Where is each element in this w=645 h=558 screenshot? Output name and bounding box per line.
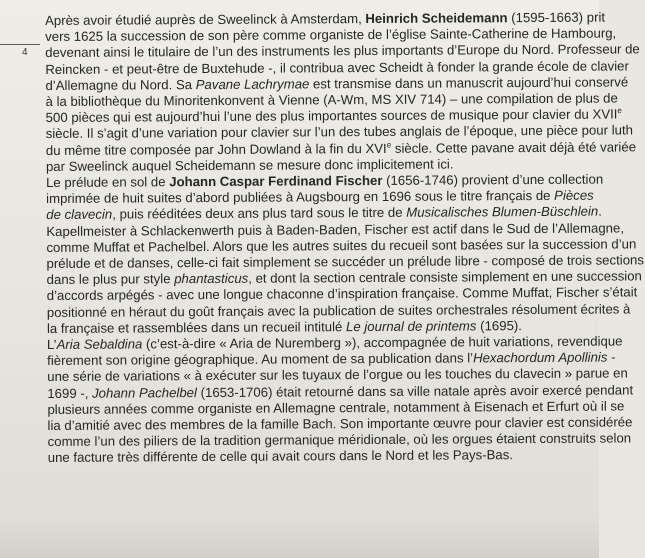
text-segment: siècle. Il s’agit d’une variation pour clavier sur l’un des tubes anglais de l’époque, une pièce pour luth [45, 122, 633, 142]
text-segment: L’ [46, 336, 57, 353]
page-number: 4 [22, 47, 28, 58]
text-segment: 1699 -, [47, 385, 93, 401]
page-number-rule [0, 44, 40, 45]
text-segment: imprimée de huit suites d’abord publiées à Augsbourg en 1696 sous le titre français de [46, 188, 555, 207]
text-segment: (1695). [476, 317, 522, 334]
text-segment: Reincken - et peut-être de Buxtehude -, il contribua avec Scheidt à fonder la grande école de clavier [45, 58, 629, 77]
text-segment: siècle. Cette pavane avait déjà été variée [391, 139, 637, 156]
text-segment: (c’est-à-dire « Aria de Nuremberg »), accompagnée de huit variations, revendique [142, 333, 623, 352]
composer-name: Johann Caspar Ferdinand Fischer [169, 172, 383, 190]
text-segment: Kapellmeister à Schlackenwerth puis à Baden-Baden, Fischer est actif dans le Sud de l’Allemagne, [46, 220, 625, 239]
text-segment: comme Muffat et Pachelbel. Alors que les autres suites du recueil sont basées sur la succession d’un [46, 236, 637, 255]
text-segment: devenant ainsi le titulaire de l’un des instruments les plus importants d’Europe du Nord. Professeur de [45, 41, 640, 61]
text-segment: , et dont la section centrale consiste simplement en une succession [248, 268, 642, 287]
text-segment: une série de variations « à exécuter sur les tuyaux de l’orgue ou les touches du clavecin » parue en [47, 365, 628, 385]
text-segment: positionné en héraut du goût français avec la publication de suites orchestrales résolument écrites à [46, 301, 631, 320]
work-title: Musicalisches Blumen-Büschlein [406, 204, 599, 221]
text-segment: 500 pièces qui est aujourd’hui l’une des plus importantes sources de musique pour clavier du XVII [45, 106, 618, 126]
text-segment: e [386, 140, 392, 150]
work-title: Pavane Lachrymae [195, 76, 310, 92]
text-segment: la française et rassemblées dans un recueil intitulé [46, 319, 347, 336]
composer-name: Heinrich Scheidemann [365, 10, 508, 27]
text-segment: est transmise dans un manuscrit aujourd’hui conservé [309, 74, 629, 92]
text-segment: d’Allemagne du Nord. Sa [45, 76, 196, 93]
work-title: Hexachordum Apollinis [473, 349, 608, 366]
work-title: de clavecin [46, 207, 113, 223]
text-segment: dans le plus pur style [46, 271, 175, 288]
text-segment: par Sweelinck auquel Scheidemann se mesure donc implicitement ici. [45, 156, 454, 174]
text-segment: (1595-1663) prit [507, 9, 606, 26]
text-segment: d’accords arpégés - avec une longue chaconne d’inspiration française. Comme Muffat, Fischer s’était [46, 284, 638, 304]
work-title: Aria Sebaldina [56, 336, 143, 352]
text-segment: , puis rééditées deux ans plus tard sous le titre de [112, 205, 407, 223]
text-segment: une facture très différente de celle qui avait cours dans le Nord et les Pays-Bas. [47, 447, 513, 466]
page-shadow [0, 518, 599, 558]
text-segment: fièrement son origine géographique. Au moment de sa publication dans l’ [47, 350, 474, 369]
text-segment: e [617, 106, 622, 116]
text-line [45, 139, 637, 158]
text-segment: (1656-1746) provient d’une collection [382, 171, 604, 188]
work-title: phantasticus [174, 271, 249, 287]
text-segment: lia d’amitié avec des membres de la famille Bach. Son importante œuvre pour clavier est considérée [47, 414, 633, 434]
text-segment: - [607, 349, 616, 365]
work-title: Le journal de printems [345, 318, 477, 335]
text-segment: vers 1625 la succession de son père comme organiste de l’église Sainte-Catherine de Hambourg, [45, 25, 617, 45]
text-segment: comme l’un des piliers de la tradition germanique méridionale, où les orgues étaient construits selon [47, 430, 632, 450]
text-segment: . [598, 204, 602, 220]
text-segment: (1653-1706) était retourné dans sa ville natale après avoir exercé pendant [196, 382, 634, 400]
body-text [45, 9, 644, 467]
text-segment: Après avoir étudié auprès de Sweelinck à Amsterdam, [45, 11, 366, 28]
work-title: Johann Pachelbel [92, 384, 197, 401]
text-segment: à la bibliothèque du Minoritenkonvent à Vienne (A-Wm, MS XIV 714) – une compilation de plus de [45, 90, 618, 110]
text-segment: Le prélude en sol de [45, 174, 170, 191]
text-segment: du même titre composée par John Dowland à la fin du XVI [45, 140, 387, 158]
text-line [48, 447, 583, 466]
work-title: Pièces [554, 187, 594, 204]
text-segment: prélude et de danses, celle-ci fait simplement se succéder un prélude libre - composé de trois sections [46, 252, 644, 272]
text-segment: plusieurs années comme organiste en Allemagne centrale, notamment à Eisenach et Erfurt où il se [47, 398, 625, 417]
